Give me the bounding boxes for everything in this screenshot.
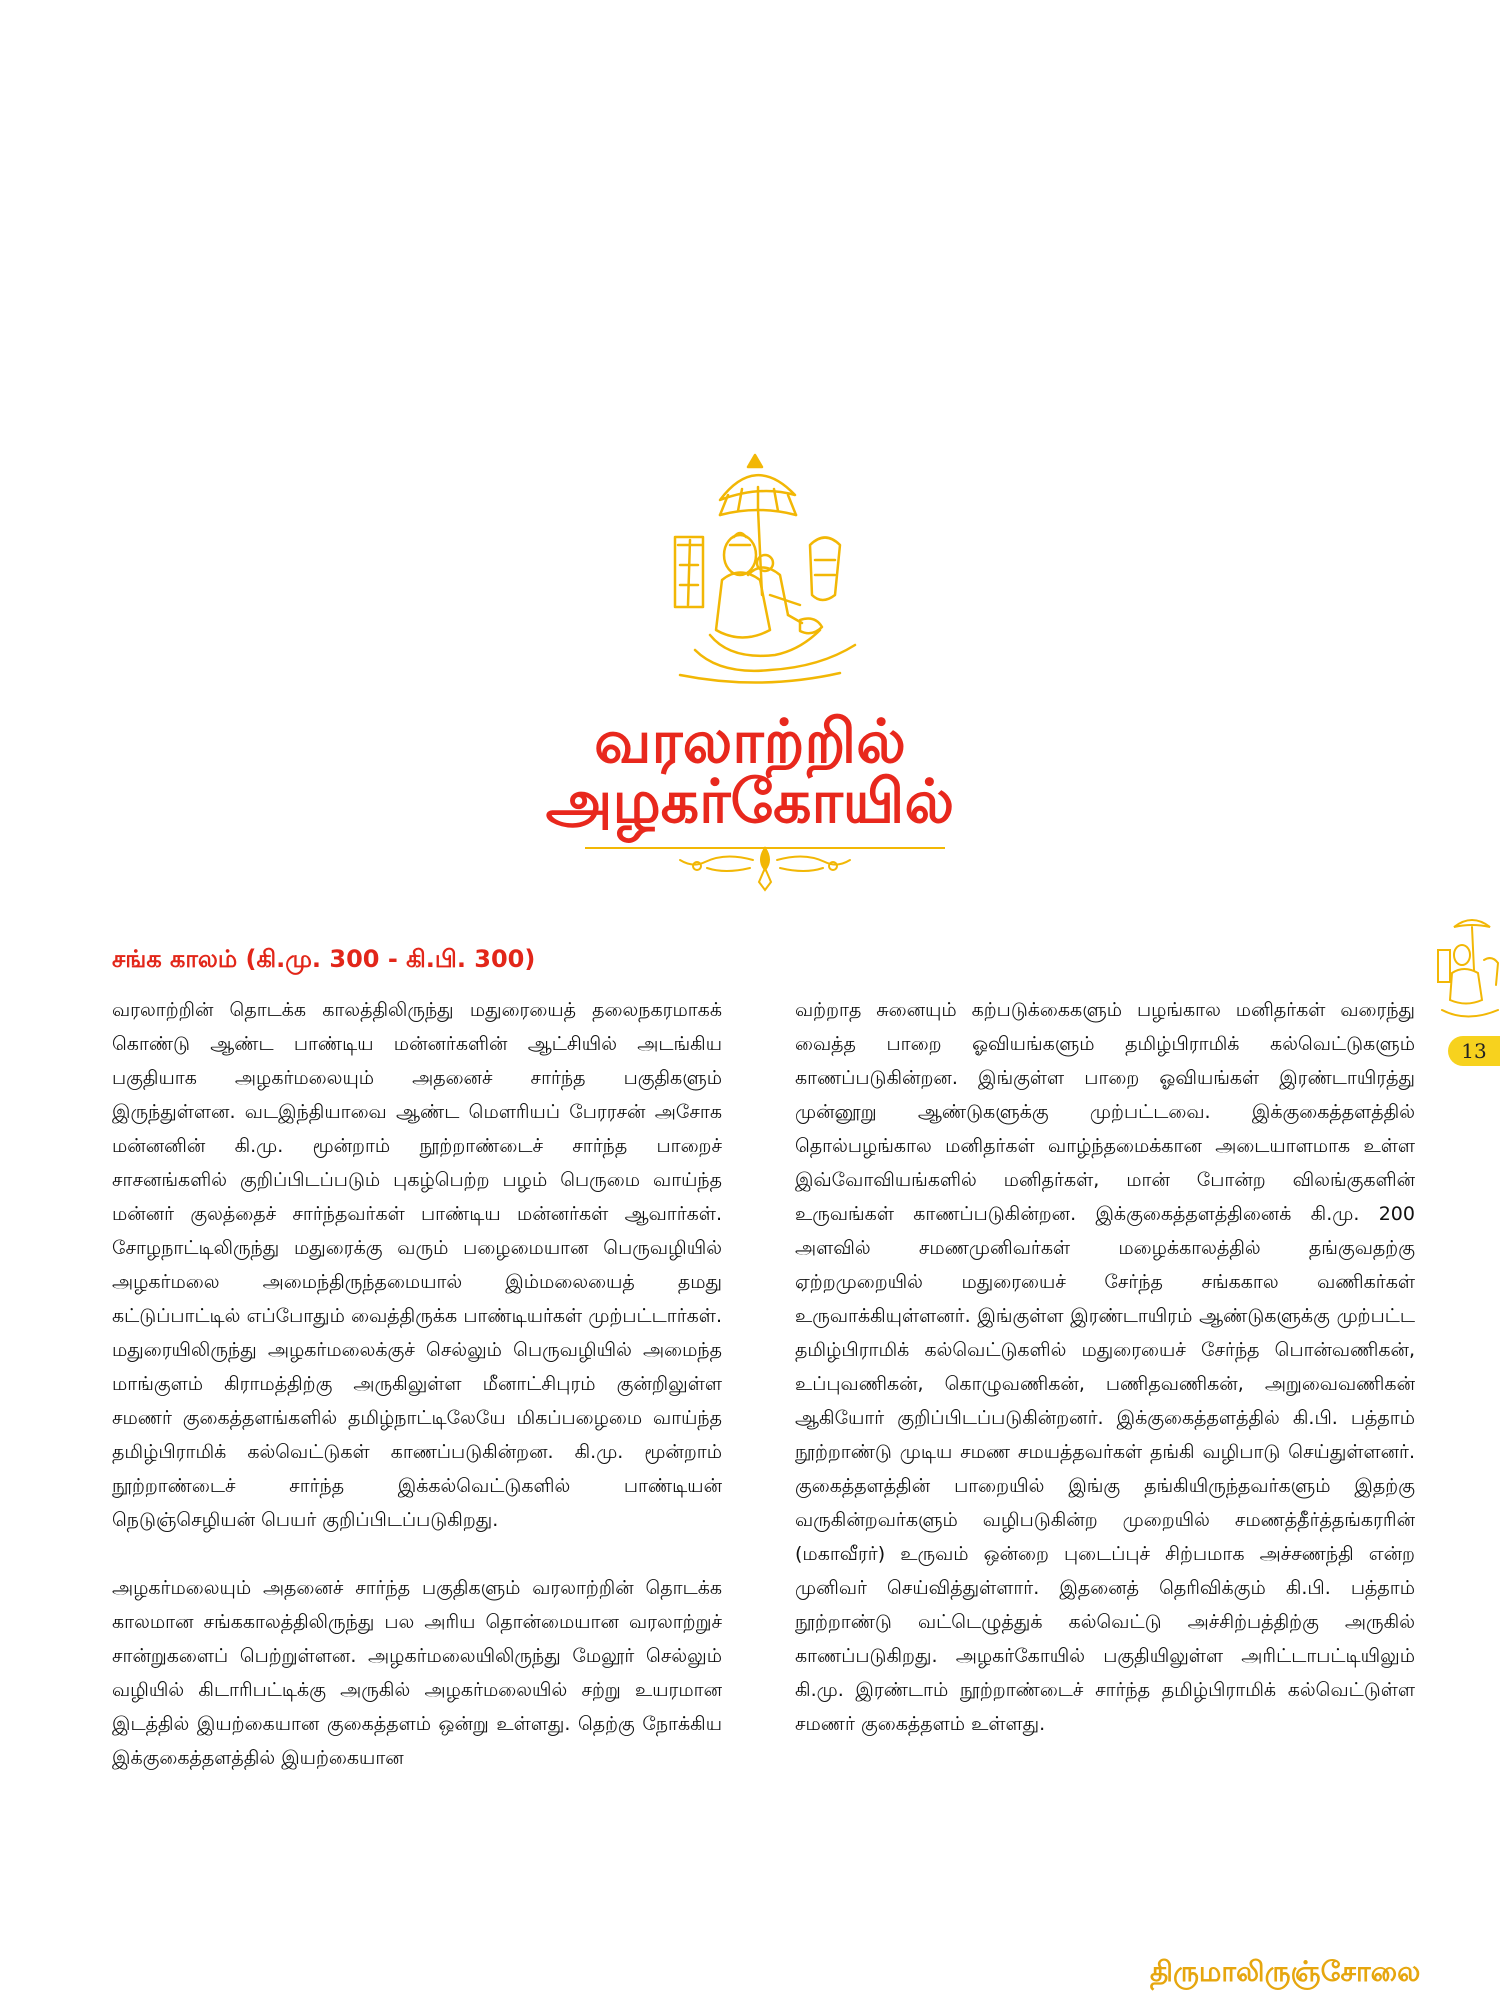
- footer-publication-title: திருமாலிருஞ்சோலை: [1150, 1955, 1421, 1988]
- body-column-left: [112, 993, 722, 1775]
- section-heading: சங்க காலம் (கி.மு. 300 - கி.பி. 300): [112, 945, 536, 973]
- title-line-2: அழகர்கோயில்: [545, 767, 955, 837]
- page-number: 13: [1448, 1036, 1500, 1066]
- deity-illustration: [650, 445, 890, 695]
- paragraph: வற்றாத சுனையும் கற்படுக்கைகளும் பழங்கால மனிதர்கள் வரைந்து வைத்த பாறை ஓவியங்களும் தமிழ்பிராமிக் கல்வெட்டுகளும் காணப்படுகின்றன. இங்குள்ள பாறை ஓவியங்கள் இரண்டாயிரத்து முன்னூறு ஆண்டுகளுக்கு முற்பட்டவை. இக்குகைத்தளத்தில் தொல்பழங்கால மனிதர்கள் வாழ்ந்தமைக்கான அடையாளமாக உள்ள இவ்வோவியங்களில் மனிதர்கள், மான் போன்ற விலங்குகளின் உருவங்கள் காணப்படுகின்றன. இக்குகைத்தளத்தினைக் கி.மு. 200 அளவில் சமணமுனிவர்கள் மழைக்காலத்தில் தங்குவதற்கு ஏற்றமுறையில் மதுரையைச் சேர்ந்த சங்ககால வணிகர்கள் உருவாக்கியுள்ளனர். இங்குள்ள இரண்டாயிரம் ஆண்டுகளுக்கு முற்பட்ட தமிழ்பிராமிக் கல்வெட்டுகளில் மதுரையைச் சேர்ந்த பொன்வணிகன், உப்புவணிகன், கொழுவணிகன், பணிதவணிகன், அறுவைவணிகன் ஆகியோர் குறிப்பிடப்படுகின்றனர். இக்குகைத்தளத்தில் கி.பி. பத்தாம் நூற்றாண்டு முடிய சமண சமயத்தவர்கள் தங்கி வழிபாடு செய்துள்ளனர். குகைத்தளத்தின் பாறையில் இங்கு தங்கியிருந்தவர்களும் இதற்கு வருகின்றவர்களும் வழிபடுகின்ற முறையில் சமணத்தீர்த்தங்கரரின் (மகாவீரர்) உருவம் ஒன்றை புடைப்புச் சிற்பமாக அச்சணந்தி என்ற முனிவர் செய்வித்துள்ளார். இதனைத் தெரிவிக்கும் கி.பி. பத்தாம் நூற்றாண்டு வட்டெழுத்துக் கல்வெட்டு அச்சிற்பத்திற்கு அருகில் காணப்படுகிறது. அழகர்கோயில் பகுதியிலுள்ள அரிட்டாபட்டியிலும் கி.மு. இரண்டாம் நூற்றாண்டைச் சார்ந்த தமிழ்பிராமிக் கல்வெட்டுள்ள சமணர் குகைத்தளம் உள்ளது.: [795, 999, 1415, 1735]
- side-deity-illustration: [1432, 915, 1500, 1030]
- body-column-right: [795, 993, 1415, 1741]
- ornamental-divider: [585, 838, 945, 894]
- paragraph: வரலாற்றின் தொடக்க காலத்திலிருந்து மதுரையைத் தலைநகரமாகக் கொண்டு ஆண்ட பாண்டிய மன்னர்களின் ஆட்சியில் அடங்கிய பகுதியாக அழகர்மலையும் அதனைச் சார்ந்த பகுதிகளும் இருந்துள்ளன. வடஇந்தியாவை ஆண்ட மௌரியப் பேரரசன் அசோக மன்னனின் கி.மு. மூன்றாம் நூற்றாண்டைச் சார்ந்த பாறைச் சாசனங்களில் குறிப்பிடப்படும் புகழ்பெற்ற பழம் பெருமை வாய்ந்த மன்னர் குலத்தைச் சார்ந்தவர்கள் பாண்டிய மன்னர்கள் ஆவார்கள். சோழநாட்டிலிருந்து மதுரைக்கு வரும் பழைமையான பெருவழியில் அழகர்மலை அமைந்திருந்தமையால் இம்மலையைத் தமது கட்டுப்பாட்டில் எப்போதும் வைத்திருக்க பாண்டியர்கள் முற்பட்டார்கள். மதுரையிலிருந்து அழகர்மலைக்குச் செல்லும் பெருவழியில் அமைந்த மாங்குளம் கிராமத்திற்கு அருகிலுள்ள மீனாட்சிபுரம் குன்றிலுள்ள சமணர் குகைத்தளங்களில் தமிழ்நாட்டிலேயே மிகப்பழைமை வாய்ந்த தமிழ்பிராமிக் கல்வெட்டுகள் காணப்படுகின்றன. கி.மு. மூன்றாம் நூற்றாண்டைச் சார்ந்த இக்கல்வெட்டுகளில் பாண்டியன் நெடுஞ்செழியன் பெயர் குறிப்பிடப்படுகிறது.: [112, 999, 722, 1531]
- title-line-1: வரலாற்றில்: [594, 707, 906, 777]
- paragraph: அழகர்மலையும் அதனைச் சார்ந்த பகுதிகளும் வரலாற்றின் தொடக்க காலமான சங்ககாலத்திலிருந்து பல அரிய தொன்மையான வரலாற்றுச் சான்றுகளைப் பெற்றுள்ளன. அழகர்மலையிலிருந்து மேலூர் செல்லும் வழியில் கிடாரிபட்டிக்கு அருகில் அழகர்மலையில் சற்று உயரமான இடத்தில் இயற்கையான குகைத்தளம் ஒன்று உள்ளது. தெற்கு நோக்கிய இக்குகைத்தளத்தில் இயற்கையான: [112, 1577, 722, 1769]
